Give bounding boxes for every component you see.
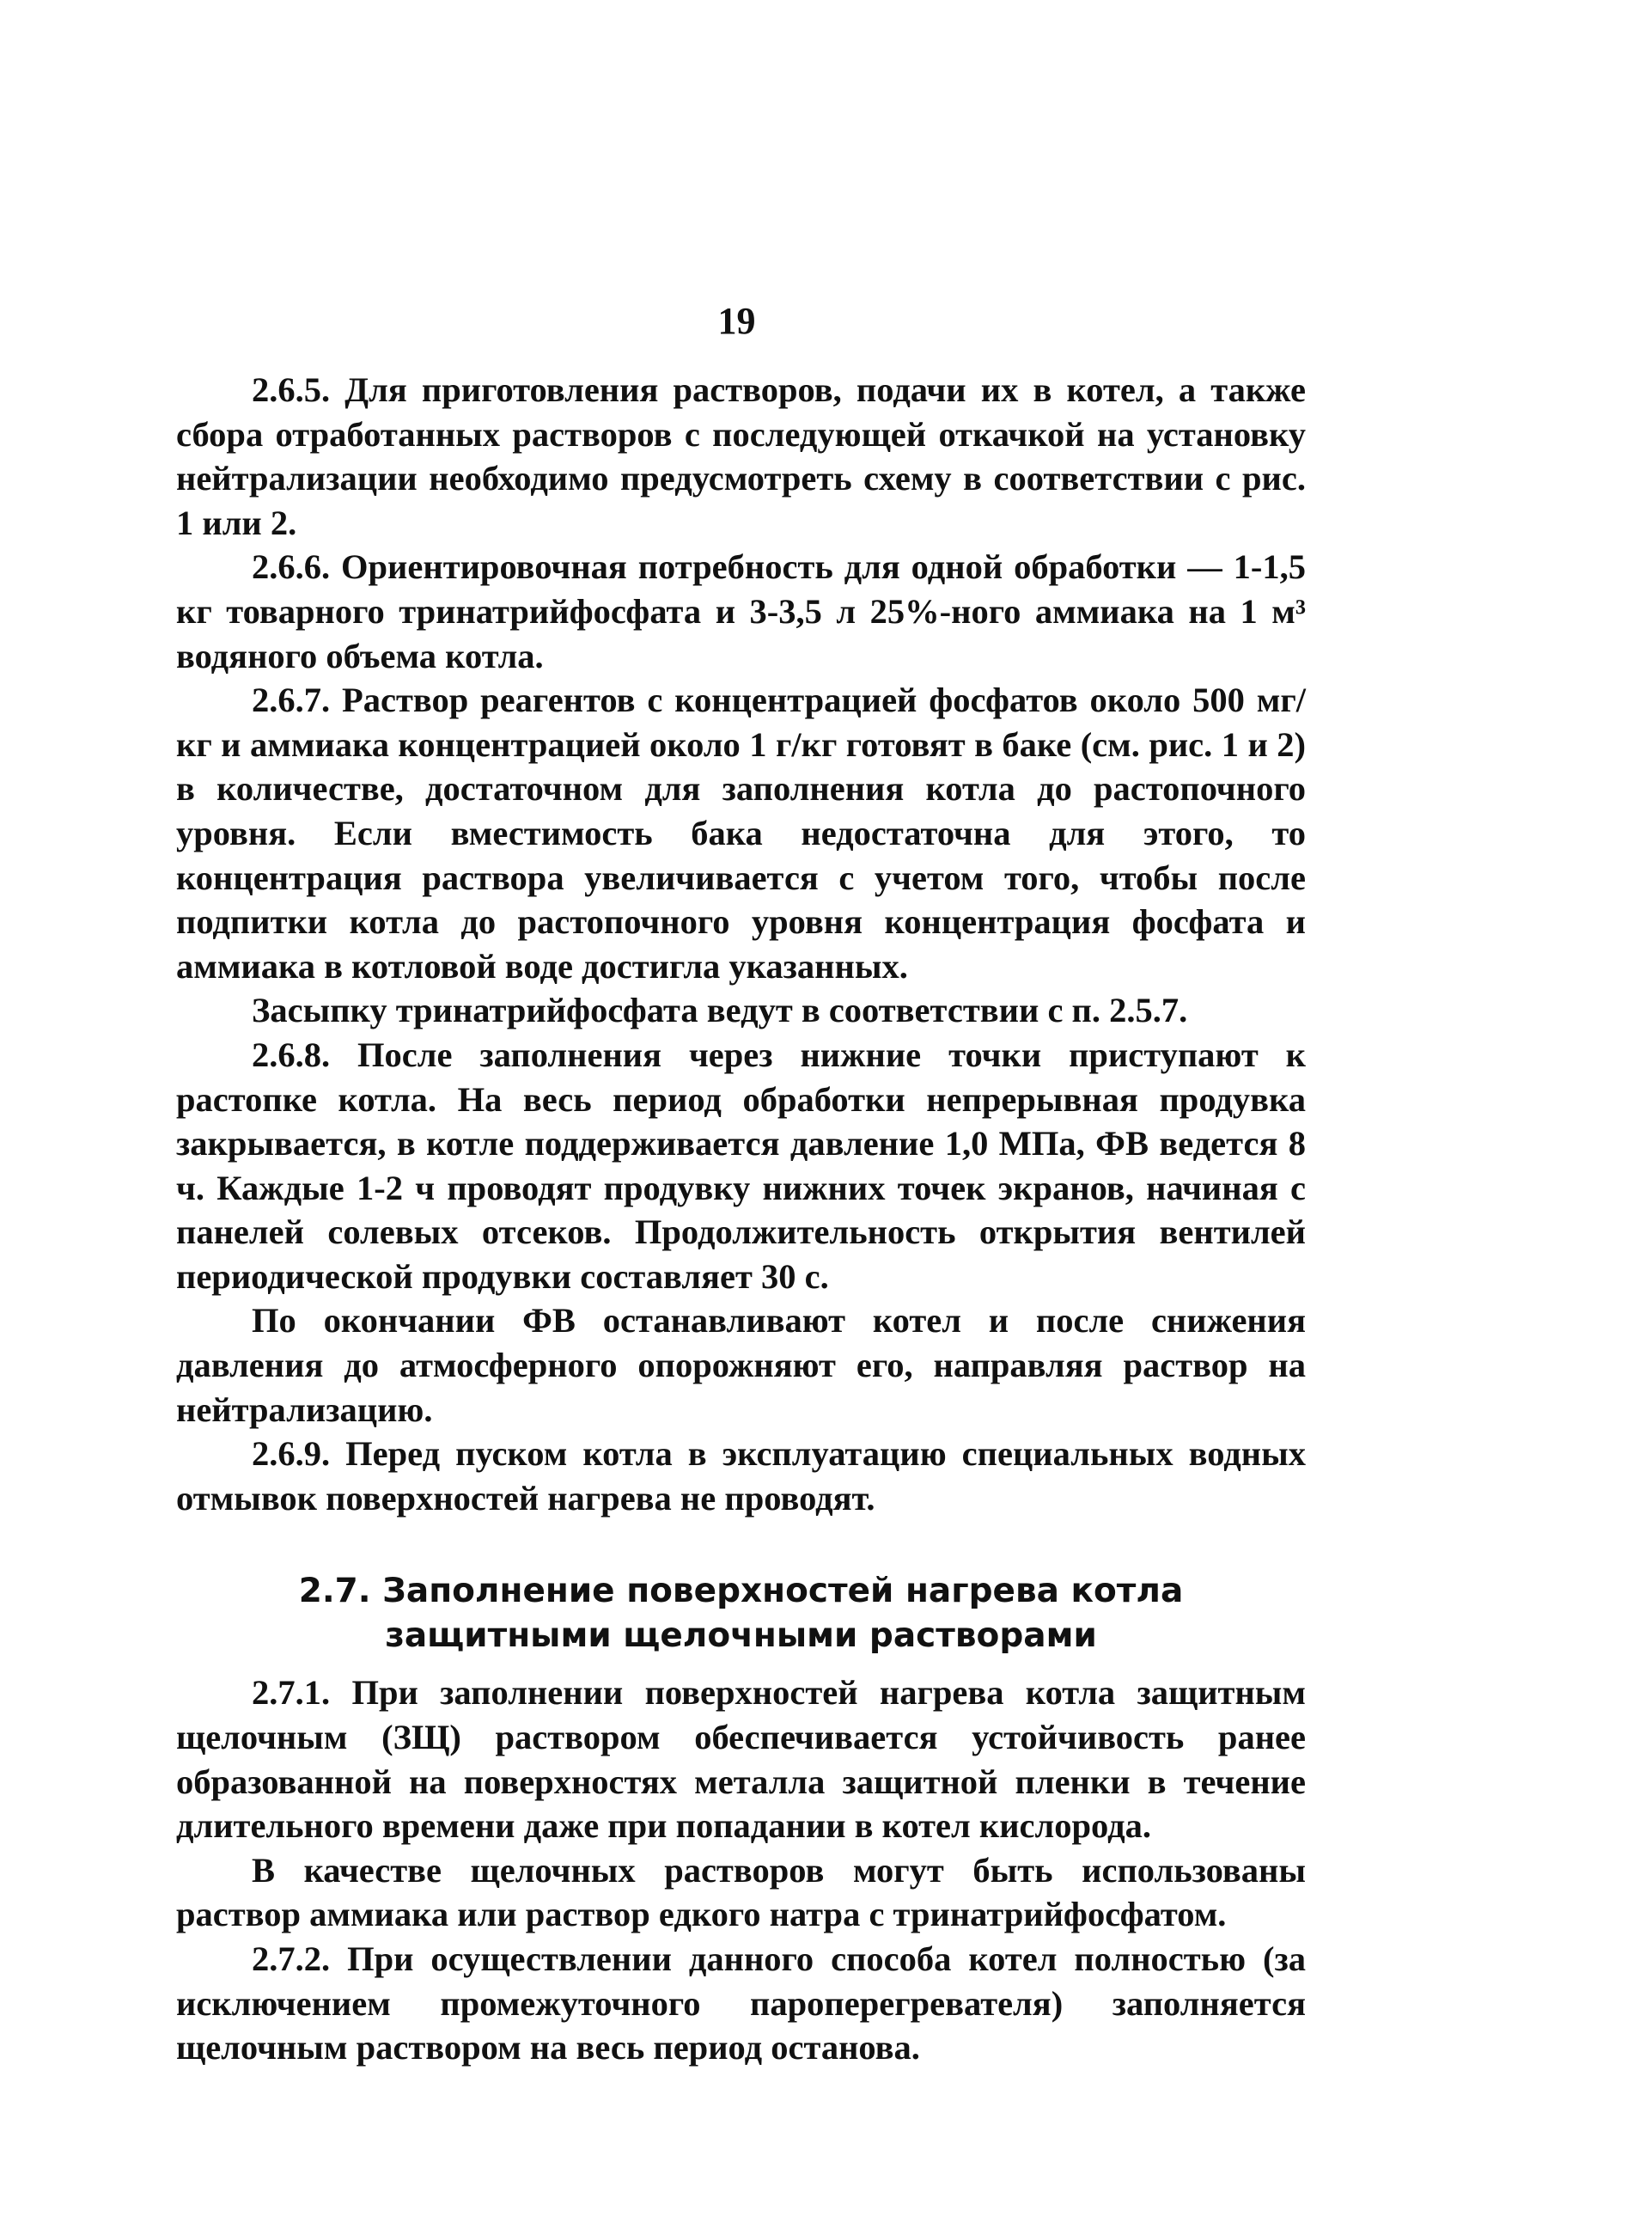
- paragraph-2-6-6: 2.6.6. Ориентировочная потребность для одной обработки — 1-1,5 кг товарного тринатрийфосфата и 3-3,5 л 25%-ного аммиака на 1 м³ водяного объема котла.: [176, 547, 1306, 675]
- paragraph-2-7-1: 2.7.1. При заполнении поверхностей нагрева котла защитным щелочным (ЗЩ) раствором обеспечивается устойчивость ранее образованной на поверхностях металла защитной пленки в течение длительного времени даже при попадании в котел кислорода.: [176, 1673, 1306, 1846]
- section-heading-2-7: [176, 1569, 1306, 1658]
- section-heading-line-2: защитными щелочными растворами: [385, 1616, 1097, 1656]
- paragraph-phosphate-loading: Засыпку тринатрийфосфата ведут в соответствии с п. 2.5.7.: [252, 991, 1188, 1030]
- paragraph-2-6-8: 2.6.8. После заполнения через нижние точки приступают к растопке котла. На весь период обработки непрерывная продувка закрывается, в котле поддерживается давление 1,0 МПа, ФВ ведется 8 ч. Каждые 1-2 ч проводят продувку нижних точек экранов, начиная с панелей солевых отсеков. Продолжительность открытия вентилей периодической продувки составляет 30 с.: [176, 1035, 1306, 1296]
- section-heading-line-1: 2.7. Заполнение поверхностей нагрева котла: [298, 1572, 1184, 1611]
- paragraph-2-6-7: 2.6.7. Раствор реагентов с концентрацией фосфатов около 500 мг/кг и аммиака концентрацией около 1 г/кг готовят в баке (см. рис. 1 и 2) в количестве, достаточном для заполнения котла до растопочного уровня. Если вместимость бака недостаточна для этого, то концентрация раствора увеличивается с учетом того, чтобы после подпитки котла до растопочного уровня концентрация фосфата и аммиака в котловой воде достигла указанных.: [176, 681, 1306, 986]
- paragraph-2-7-2: 2.7.2. При осуществлении данного способа котел полностью (за исключением промежуточного пароперегревателя) заполняется щелочным раствором на весь период останова.: [176, 1939, 1306, 2067]
- page-body: [176, 368, 1306, 2070]
- paragraph-fv-completion: По окончании ФВ останавливают котел и после снижения давления до атмосферного опорожняют его, направляя раствор на нейтрализацию.: [176, 1301, 1306, 1429]
- paragraph-alkaline-solutions: В качестве щелочных растворов могут быть использованы раствор аммиака или раствор едкого натра с тринатрийфосфатом.: [176, 1850, 1306, 1934]
- paragraph-2-6-5: 2.6.5. Для приготовления растворов, подачи их в котел, а также сбора отработанных растворов с последующей откачкой на установку нейтрализации необходимо предусмотреть схему в соответствии с рис. 1 или 2.: [176, 370, 1306, 542]
- page-number: 19: [717, 300, 756, 342]
- paragraph-2-6-9: 2.6.9. Перед пуском котла в эксплуатацию специальных водных отмывок поверхностей нагрева не проводят.: [176, 1434, 1306, 1518]
